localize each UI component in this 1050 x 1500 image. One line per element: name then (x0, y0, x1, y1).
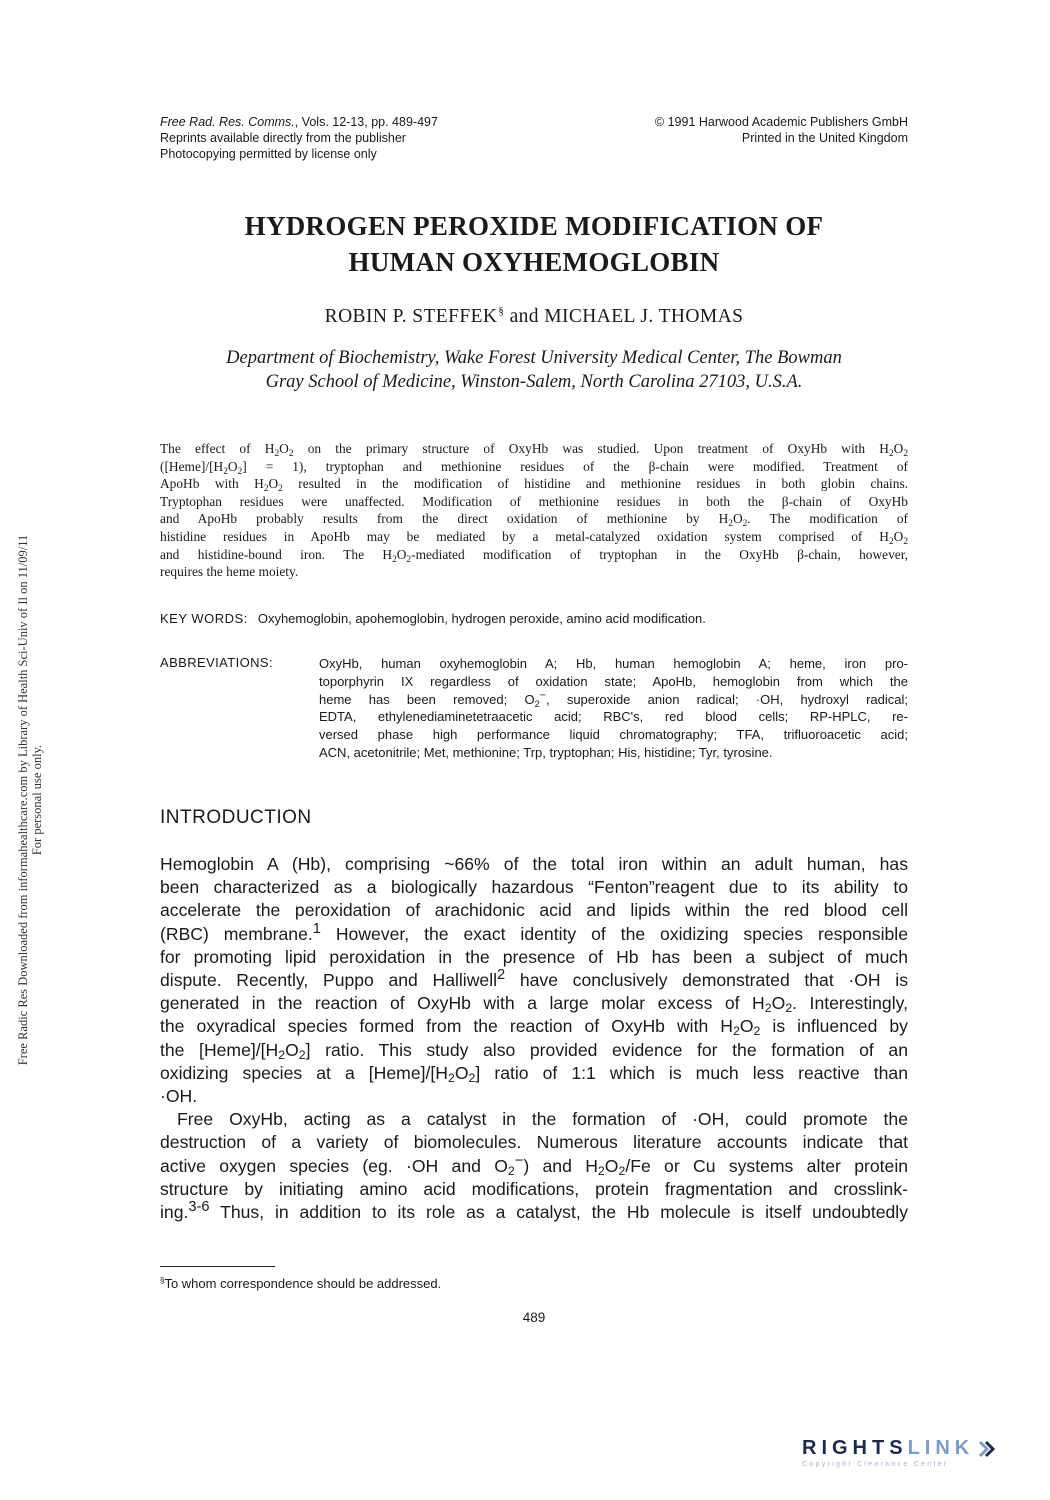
intro-line: for promoting lipid peroxidation in the presence of Hb has been a subject of much (160, 946, 908, 967)
rightslink-chevron-icon (976, 1439, 996, 1459)
abbreviations-label: ABBREVIATIONS: (160, 655, 273, 670)
footnote-mark: § (160, 1276, 165, 1285)
intro-line: ·OH. (160, 1086, 198, 1107)
citation-line: Reprints available directly from the publisher (160, 131, 406, 145)
intro-line: dispute. Recently, Puppo and Halliwell$^2$ have conclusively demonstrated that ·OH is (160, 967, 908, 991)
watermark-line: Free Radic Res Downloaded from informahealthcare.com by Library of Health Sci-Univ of Il on 11/09/11 (16, 534, 30, 1066)
citation-line: Free Rad. Res. Comms., Vols. 12-13, pp. 489-497 (160, 115, 438, 129)
affiliation (160, 346, 908, 394)
abstract-line: Tryptophan residues were unaffected. Modification of methionine residues in both the β-chain of OxyHb (160, 493, 908, 509)
rightslink-logo[interactable] (802, 1437, 996, 1468)
abstract (160, 440, 908, 581)
intro-line: accelerate the peroxidation of arachidonic acid and lipids within the red blood cell (160, 900, 908, 921)
intro-line: structure by initiating amino acid modifications, protein fragmentation and crosslink- (160, 1178, 908, 1199)
page-number: 489 (522, 1310, 546, 1325)
affiliation-line: Department of Biochemistry, Wake Forest University Medical Center, The Bowman (226, 348, 842, 368)
intro-line: active oxygen species (eg. ·OH and $O_2^-$) and $H_2O_2/Fe$ or Cu systems alter protein (160, 1152, 909, 1178)
abstract-line: ApoHb with $H_2O_2$ resulted in the modification of histidine and methionine residues in both globin chains. (160, 476, 909, 495)
key-words-label: KEY WORDS: (160, 611, 248, 626)
correspondence-mark: § (498, 305, 505, 317)
title-line: HUMAN OXYHEMOGLOBIN (348, 247, 720, 277)
intro-line: (RBC) membrane.$^1$ However, the exact identity of the oxidizing species responsible (160, 920, 908, 944)
intro-line: generated in the reaction of OxyHb with a large molar excess of $H_2O_2$. Interestingly, (160, 993, 909, 1016)
author-name: and MICHAEL J. THOMAS (504, 306, 744, 327)
intro-line: Hemoglobin A (Hb), comprising ~66% of the total iron within an adult human, has (160, 854, 908, 874)
intro-paragraph (160, 853, 908, 1108)
journal-citation (160, 114, 438, 162)
intro-line: oxidizing species at a $[Heme]/[H_2O_2]$ ratio of 1:1 which is much less reactive than (160, 1062, 909, 1085)
citation-line: Photocopying permitted by license only (160, 147, 377, 161)
copyright-line: Printed in the United Kingdom (741, 131, 908, 145)
footnote-divider (160, 1266, 275, 1267)
abbreviations-line: EDTA, ethylenediaminetetraacetic acid; RBC's, red blood cells; RP-HPLC, re- (319, 709, 908, 725)
abstract-line: and ApoHb probably results from the direct oxidation of methionine by $H_2O_2$. The modification of (160, 511, 909, 530)
rightslink-word-dark: RIGHTS (802, 1437, 908, 1459)
publisher-copyright (600, 114, 908, 146)
abstract-line: The effect of $H_2O_2$ on the primary structure of OxyHb was studied. Upon treatment of OxyHb with $H_2O_2$ (160, 441, 908, 459)
abbreviations-line: ACN, acetonitrile; Met, methionine; Trp, tryptophan; His, histidine; Tyr, tyrosine. (319, 744, 773, 760)
affiliation-line: Gray School of Medicine, Winston-Salem, North Carolina 27103, U.S.A. (265, 372, 803, 392)
key-words-text: Oxyhemoglobin, apohemoglobin, hydrogen peroxide, amino acid modification. (257, 611, 706, 626)
intro-line: ing.$^{3-6}$ Thus, in addition to its role as a catalyst, the Hb molecule is itself undoubtedly (160, 1199, 908, 1223)
intro-line: the $[Heme]/[H_2O_2]$ ratio. This study also provided evidence for the formation of an (160, 1039, 908, 1062)
abbreviations-line: toporphyrin IX regardless of oxidation state; ApoHb, hemoglobin from which the (319, 673, 908, 689)
author-name: ROBIN P. STEFFEK (324, 306, 498, 327)
download-watermark (16, 400, 44, 1200)
intro-line: been characterized as a biologically hazardous “Fenton”reagent due to its ability to (160, 877, 908, 898)
footnote-text: To whom correspondence should be addressed. (164, 1276, 442, 1291)
title-line: HYDROGEN PEROXIDE MODIFICATION OF (244, 211, 824, 241)
watermark-line: For personal use only. (30, 744, 44, 856)
intro-line: Free OxyHb, acting as a catalyst in the formation of ·OH, could promote the (177, 1109, 908, 1130)
section-heading-introduction: INTRODUCTION (160, 807, 312, 828)
key-words (160, 611, 908, 626)
abbreviations-line: heme has been removed; $O_2^-$, superoxide anion radical; ·OH, hydroxyl radical; (319, 689, 908, 709)
abstract-line: histidine residues in ApoHb may be mediated by a metal-catalyzed oxidation system comprised of $H_2O_2$ (160, 528, 908, 547)
intro-line: the oxyradical species formed from the reaction of OxyHb with $H_2O_2$ is influenced by (160, 1016, 908, 1039)
rightslink-word-light: LINK (907, 1437, 975, 1459)
intro-paragraph (160, 1108, 908, 1224)
rightslink-wordmark (802, 1437, 996, 1460)
abbreviations-line: versed phase high performance liquid chromatography; TFA, trifluoroacetic acid; (319, 727, 908, 743)
abstract-line: and histidine-bound iron. The $H_2O_2$-mediated modification of tryptophan in the OxyHb β-chain, however, (160, 546, 908, 565)
abbreviations-list (319, 655, 908, 762)
paper-title (160, 208, 908, 280)
footnote (160, 1276, 441, 1291)
copyright-line: © 1991 Harwood Academic Publishers GmbH (654, 115, 908, 129)
abbreviations-line: OxyHb, human oxyhemoglobin A; Hb, human hemoglobin A; heme, iron pro- (319, 656, 908, 671)
abstract-line: $([Heme]/[H_2O_2] = 1)$, tryptophan and methionine residues of the β-chain were modified. Treatment of (160, 458, 908, 477)
abstract-line: requires the heme moiety. (160, 564, 299, 580)
author-list (160, 306, 908, 328)
introduction-body (160, 853, 908, 1224)
intro-line: destruction of a variety of biomolecules. Numerous literature accounts indicate that (160, 1132, 908, 1153)
rightslink-tagline: Copyright Clearance Center (802, 1461, 949, 1468)
